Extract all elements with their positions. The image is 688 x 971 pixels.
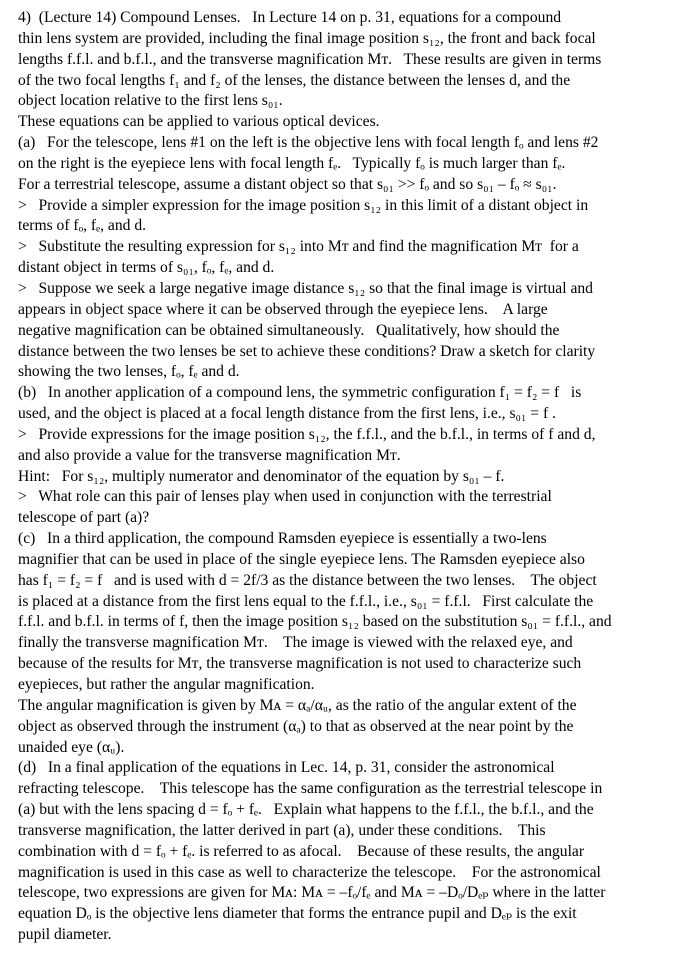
- text-line: object location relative to the first lens s₀₁.: [18, 92, 283, 110]
- text-line: These equations can be applied to various optical devices.: [18, 113, 380, 131]
- text-line: (b) In another application of a compound lens, the symmetric configuration f₁ = f₂ = f is: [18, 384, 582, 402]
- text-line: refracting telescope. This telescope has the same configuration as the terrestrial telescope in: [18, 780, 603, 798]
- text-line: magnification is used in this case as well to characterize the telescope. For the astronomical: [18, 863, 601, 881]
- text-line: telescope of part (a)?: [18, 509, 150, 527]
- text-line: Hint: For s₁₂, multiply numerator and denominator of the equation by s₀₁ – f.: [18, 467, 505, 485]
- text-line: unaided eye (αᵤ).: [18, 738, 125, 756]
- text-line: transverse magnification, the latter derived in part (a), under these conditions. This: [18, 821, 546, 839]
- text-line: appears in object space where it can be observed through the eyepiece lens. A large: [18, 300, 548, 318]
- text-line: f.f.l. and b.f.l. in terms of f, then the image position s₁₂ based on the substitution s₀₁ = f.f.l., and: [18, 613, 612, 631]
- text-line: has f₁ = f₂ = f and is used with d = 2f/3 as the distance between the two lenses. The object: [18, 571, 597, 589]
- text-line: eyepieces, but rather the angular magnification.: [18, 676, 315, 693]
- text-line: because of the results for Mᴛ, the transverse magnification is not used to characterize such: [18, 655, 582, 673]
- text-line: For a terrestrial telescope, assume a distant object so that s₀₁ >> fₒ and so s₀₁ – fₒ ≈ s₀₁.: [18, 175, 557, 193]
- text-line: negative magnification can be obtained simultaneously. Qualitatively, how should the: [18, 321, 560, 339]
- text-line: thin lens system are provided, including the final image position s₁₂, the front and back focal: [18, 29, 596, 47]
- text-line: distance between the two lenses be set to achieve these conditions? Draw a sketch for clarity: [18, 342, 596, 360]
- text-line: terms of fₒ, fₑ, and d.: [18, 217, 147, 235]
- text-line: of the two focal lengths f₁ and f₂ of the lenses, the distance between the lenses d, and the: [18, 71, 571, 89]
- text-line: pupil diameter.: [18, 926, 112, 944]
- text-line: on the right is the eyepiece lens with focal length fₑ. Typically fₒ is much larger than fₑ.: [18, 154, 566, 172]
- text-line: (a) but with the lens spacing d = fₒ + fₑ. Explain what happens to the f.f.l., the b.f.l., and the: [18, 801, 594, 819]
- text-line: telescope, two expressions are given for Mᴀ: Mᴀ = –fₒ/fₑ and Mᴀ = –Dₒ/Dₑₚ where in the latter: [18, 884, 606, 902]
- text-line: equation Dₒ is the objective lens diameter that forms the entrance pupil and Dₑₚ is the exit: [18, 905, 577, 923]
- text-line: used, and the object is placed at a focal length distance from the first lens, i.e., s₀₁ = f .: [18, 405, 556, 423]
- text-line: > Provide a simpler expression for the image position s₁₂ in this limit of a distant object in: [18, 196, 589, 214]
- text-line: magnifier that can be used in place of the single eyepiece lens. The Ramsden eyepiece also: [18, 550, 585, 568]
- text-line: finally the transverse magnification Mᴛ. The image is viewed with the relaxed eye, and: [18, 634, 573, 652]
- text-line: > Suppose we seek a large negative image distance s₁₂ so that the final image is virtual and: [18, 279, 593, 297]
- text-line: and also provide a value for the transverse magnification Mᴛ.: [18, 446, 401, 464]
- text-line: > Provide expressions for the image position s₁₂, the f.f.l., and the b.f.l., in terms of f and d,: [18, 425, 596, 443]
- text-line: lengths f.f.l. and b.f.l., and the transverse magnification Mᴛ. These results are given in terms: [18, 50, 602, 68]
- text-line: (c) In a third application, the compound Ramsden eyepiece is essentially a two-lens: [18, 530, 547, 548]
- text-line: The angular magnification is given by Mᴀ = αₐ/αᵤ, as the ratio of the angular extent of the: [18, 696, 577, 714]
- text-line: > What role can this pair of lenses play when used in conjunction with the terrestrial: [18, 488, 552, 506]
- text-line: is placed at a distance from the first lens equal to the f.f.l., i.e., s₀₁ = f.f.l. First calculate the: [18, 592, 594, 610]
- text-line: showing the two lenses, fₒ, fₑ and d.: [18, 363, 240, 381]
- text-line: 4) (Lecture 14) Compound Lenses. In Lecture 14 on p. 31, equations for a compound: [18, 9, 562, 26]
- text-line: (a) For the telescope, lens #1 on the left is the objective lens with focal length fₒ and lens #2: [18, 134, 599, 152]
- text-line: > Substitute the resulting expression for s₁₂ into Mᴛ and find the magnification Mᴛ for a: [18, 238, 579, 256]
- text-line: object as observed through the instrument (αₐ) to that as observed at the near point by the: [18, 717, 574, 735]
- text-line: distant object in terms of s₀₁, fₒ, fₑ, and d.: [18, 259, 275, 277]
- text-line: combination with d = fₒ + fₑ. is referred to as afocal. Because of these results, the angular: [18, 842, 585, 860]
- text-line: (d) In a final application of the equations in Lec. 14, p. 31, consider the astronomical: [18, 759, 555, 777]
- problem-text: [18, 8, 670, 946]
